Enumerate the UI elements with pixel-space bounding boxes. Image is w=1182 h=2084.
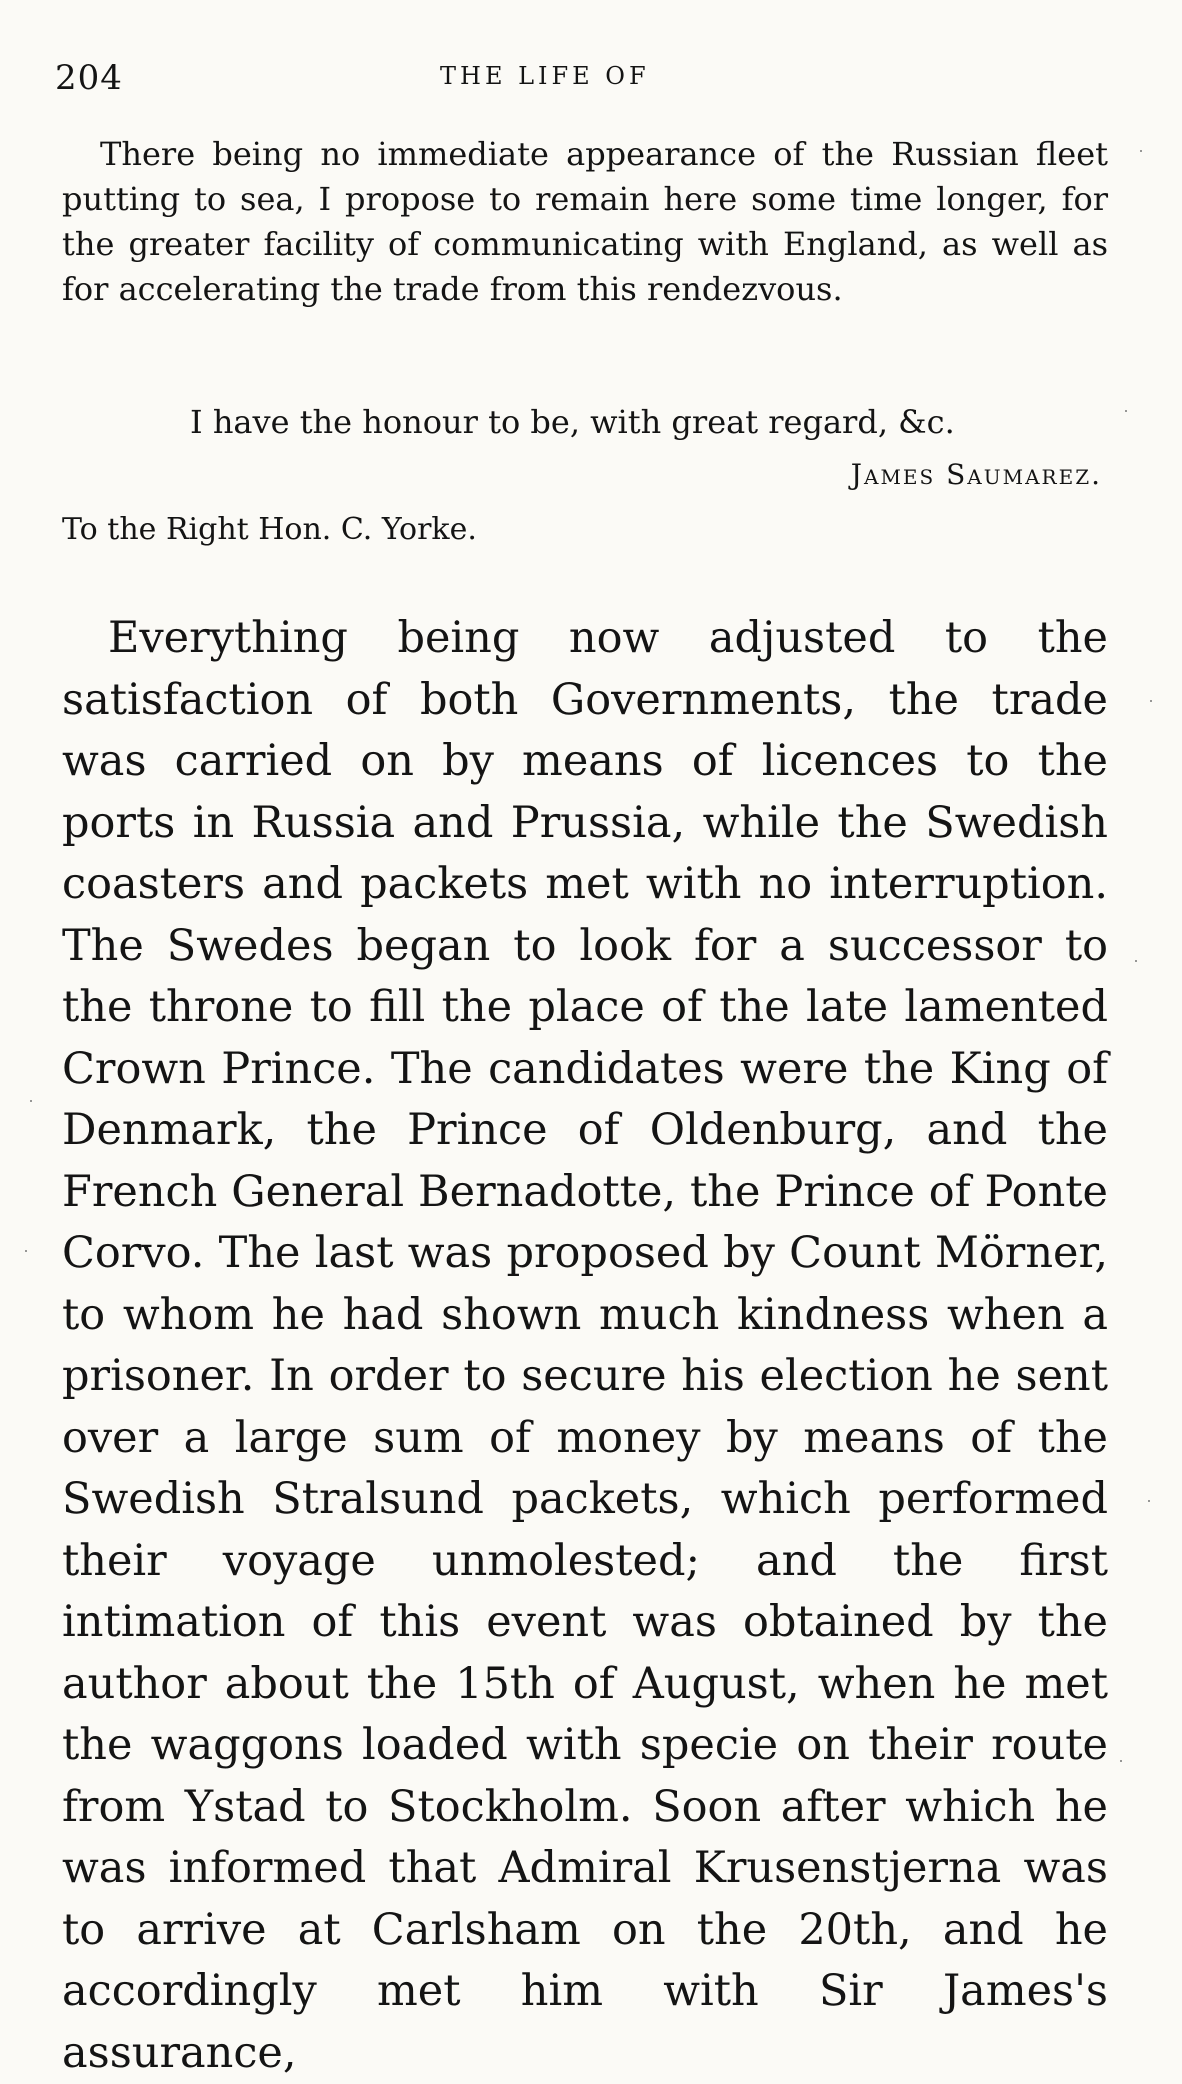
letter-excerpt — [62, 132, 1108, 312]
main-text — [62, 608, 1108, 2084]
body-paragraph: Everything being now adjusted to the satisfaction of both Governments, the trade was carried on by means of licences to the ports in Russia and Prussia, while the Swedish coasters and packets met with no interruption. The Swedes began to look for a successor to the throne to fill the place of the late lamented Crown Prince. The candidates were the King of Denmark, the Prince of Oldenburg, and the French General Bernadotte, the Prince of Ponte Corvo. The last was proposed by Count Mörner, to whom he had shown much kindness when a prisoner. In order to secure his election he sent over a large sum of money by means of the Swedish Stralsund packets, which performed their voyage unmolested; and the first intimation of this event was obtained by the author about the 15th of August, when he met the waggons loaded with specie on their route from Ystad to Stockholm. Soon after which he was informed that Admiral Krusenstjerna was to arrive at Carlsham on the 20th, and he accordingly met him with Sir James's assurance, — [62, 613, 1108, 2078]
page-number: 204 — [55, 58, 123, 98]
page-header — [55, 58, 1115, 98]
letter-addressee: To the Right Hon. C. Yorke. — [62, 512, 477, 547]
letter-closing: I have the honour to be, with great regard, &c. — [190, 403, 955, 441]
letter-paragraph: There being no immediate appearance of the Russian fleet putting to sea, I propose to remain here some time longer, for the greater facility of communicating with England, as well as for accelerating the trade from this rendezvous. — [62, 135, 1108, 308]
letter-signature: James Saumarez. — [850, 458, 1102, 491]
running-head: THE LIFE OF — [440, 62, 650, 90]
